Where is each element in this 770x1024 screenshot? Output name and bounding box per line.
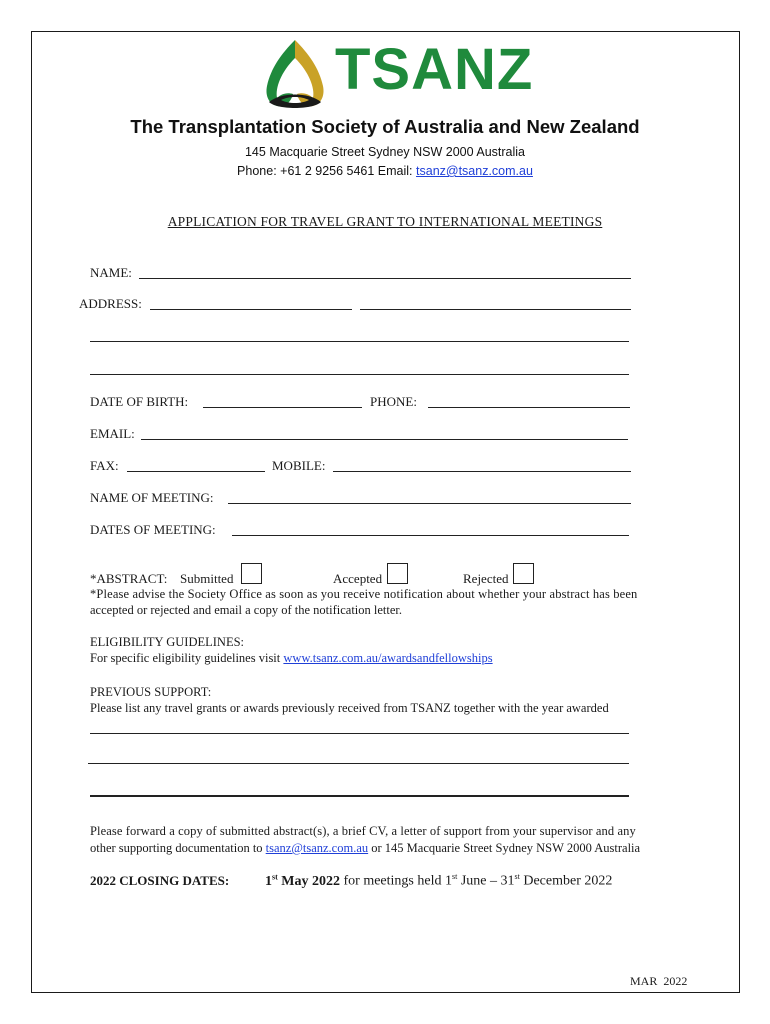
previous-support-field-2[interactable] bbox=[88, 763, 629, 764]
mobile-field[interactable] bbox=[333, 471, 631, 472]
organization-name: The Transplantation Society of Australia and New Zealand bbox=[130, 116, 640, 137]
tsanz-knot-logo-icon bbox=[257, 36, 333, 111]
email-label: EMAIL: bbox=[90, 426, 135, 441]
phone-label: PHONE: bbox=[370, 394, 417, 409]
eligibility-heading: ELIGIBILITY GUIDELINES: bbox=[90, 635, 245, 649]
address-label: ADDRESS: bbox=[79, 296, 142, 311]
previous-support-text: Please list any travel grants or awards previously received from TSANZ together with the year awarded bbox=[90, 701, 609, 715]
forward-text-prefix: other supporting documentation to bbox=[90, 841, 266, 855]
address-field-3[interactable] bbox=[90, 341, 629, 342]
meeting-name-field[interactable] bbox=[228, 503, 631, 504]
address-field-1[interactable] bbox=[150, 309, 352, 310]
rejected-checkbox[interactable] bbox=[513, 563, 534, 584]
meeting-dates-field[interactable] bbox=[232, 535, 629, 536]
eligibility-text-prefix: For specific eligibility guidelines visit bbox=[90, 651, 284, 665]
previous-support-heading: PREVIOUS SUPPORT: bbox=[90, 685, 212, 699]
email-link[interactable]: tsanz@tsanz.com.au bbox=[416, 164, 533, 178]
meeting-dates-label: DATES OF MEETING: bbox=[90, 522, 216, 537]
eligibility-link[interactable]: www.tsanz.com.au/awardsandfellowships bbox=[283, 651, 493, 665]
phone-field[interactable] bbox=[428, 407, 630, 408]
closing-text-a: for meetings held 1 bbox=[340, 873, 452, 889]
mobile-label: MOBILE: bbox=[272, 458, 326, 473]
closing-dates-text bbox=[265, 872, 612, 890]
contact-line bbox=[0, 164, 770, 178]
previous-support-field-1[interactable] bbox=[90, 733, 629, 734]
submitted-checkbox[interactable] bbox=[241, 563, 262, 584]
address-field-4[interactable] bbox=[90, 374, 629, 375]
name-label: NAME: bbox=[90, 265, 132, 280]
abstract-label: *ABSTRACT: bbox=[90, 571, 168, 586]
phone-text: Phone: +61 2 9256 5461 Email: bbox=[237, 164, 417, 178]
eligibility-text bbox=[90, 651, 493, 666]
closing-sup-b: st bbox=[514, 872, 520, 881]
fax-field[interactable] bbox=[127, 471, 265, 472]
closing-date-sup: st bbox=[272, 872, 278, 881]
closing-text-c: December 2022 bbox=[519, 873, 613, 889]
tsanz-logo bbox=[257, 36, 534, 111]
closing-dates-label: 2022 CLOSING DATES: bbox=[90, 873, 230, 888]
closing-text-b: June – 31 bbox=[457, 873, 515, 889]
dob-label: DATE OF BIRTH: bbox=[90, 394, 189, 409]
meeting-name-label: NAME OF MEETING: bbox=[90, 490, 214, 505]
submitted-label: Submitted bbox=[180, 571, 234, 586]
address-field-2[interactable] bbox=[360, 309, 631, 310]
rejected-label: Rejected bbox=[463, 571, 509, 586]
accepted-label: Accepted bbox=[333, 571, 383, 586]
email-field[interactable] bbox=[141, 439, 628, 440]
closing-date-day: 1 bbox=[265, 873, 272, 889]
accepted-checkbox[interactable] bbox=[387, 563, 408, 584]
abstract-note-line-1: *Please advise the Society Office as soon as you receive notification about whether your abstract has been bbox=[90, 587, 638, 601]
previous-support-field-3[interactable] bbox=[90, 795, 629, 797]
fax-label: FAX: bbox=[90, 458, 119, 473]
organization-address: 145 Macquarie Street Sydney NSW 2000 Australia bbox=[244, 145, 525, 159]
form-title: APPLICATION FOR TRAVEL GRANT TO INTERNATIONAL MEETINGS bbox=[167, 214, 603, 229]
dob-field[interactable] bbox=[203, 407, 362, 408]
forward-text-suffix: or 145 Macquarie Street Sydney NSW 2000 Australia bbox=[368, 841, 641, 855]
forward-text-line-1: Please forward a copy of submitted abstract(s), a brief CV, a letter of support from your supervisor and any bbox=[90, 824, 636, 838]
closing-sup-a: st bbox=[451, 872, 458, 881]
closing-date-month: May 2022 bbox=[277, 873, 340, 889]
forward-text-line-2 bbox=[90, 841, 640, 856]
version-footer: MAR 2022 bbox=[630, 974, 688, 988]
logo-wordmark: TSANZ bbox=[335, 37, 534, 102]
name-field[interactable] bbox=[139, 278, 631, 279]
abstract-note-line-2: accepted or rejected and email a copy of the notification letter. bbox=[90, 603, 403, 617]
forward-email-link[interactable]: tsanz@tsanz.com.au bbox=[265, 841, 369, 855]
